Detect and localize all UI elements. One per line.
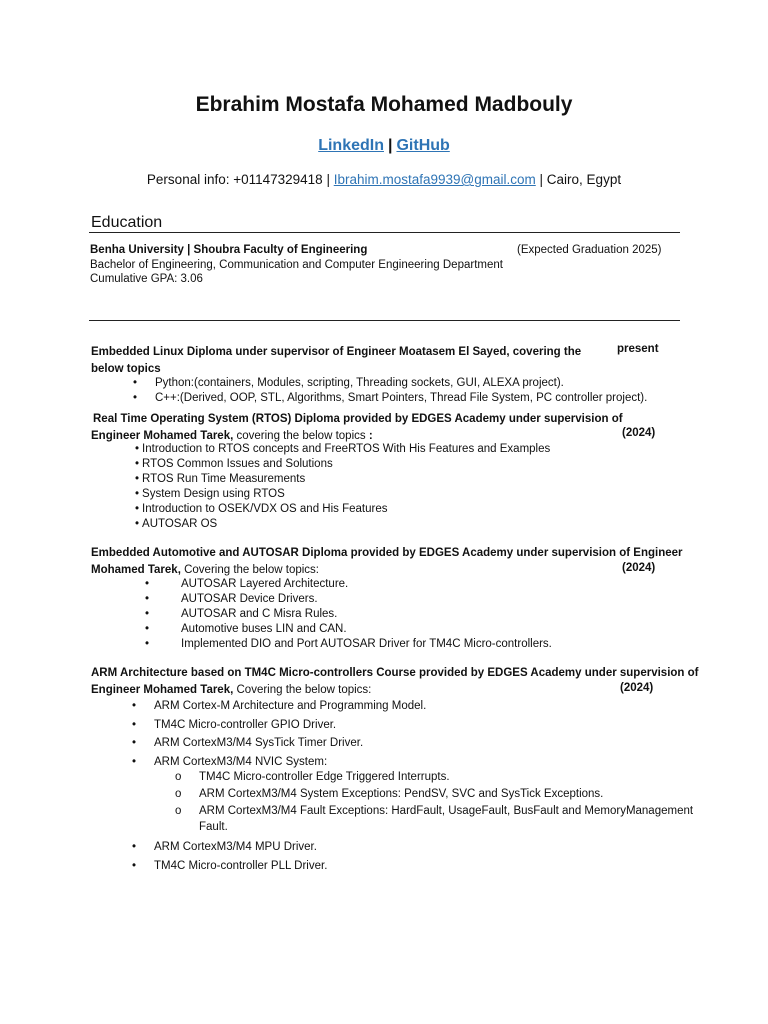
bullet-icon: • — [135, 443, 140, 455]
autosar-instructor: Mohamed Tarek, — [91, 564, 181, 576]
rtos-title — [91, 411, 623, 445]
arm-topics — [132, 697, 427, 771]
bullet-icon: • — [132, 700, 137, 712]
list-item-text: TM4C Micro-controller PLL Driver. — [154, 859, 328, 872]
bullet-icon: • — [132, 841, 137, 853]
arm-title-rest: Covering the below topics: — [233, 684, 372, 696]
degree: Bachelor of Engineering, Communication and Computer Engineering Department — [90, 259, 503, 271]
circle-bullet-icon: o — [175, 788, 182, 800]
list-item-text: TM4C Micro-controller GPIO Driver. — [154, 718, 337, 731]
linux-title — [91, 344, 581, 378]
rtos-title-rest: covering the below topics — [233, 430, 366, 442]
list-item-text: AUTOSAR OS — [142, 518, 218, 530]
list-item — [135, 517, 550, 532]
list-item-text: TM4C Micro-controller Edge Triggered Interrupts. — [199, 771, 450, 783]
list-item-continuation — [199, 820, 693, 835]
rtos-title-line1: Real Time Operating System (RTOS) Diploma provided by EDGES Academy under supervision of — [93, 413, 623, 425]
list-item — [135, 502, 550, 517]
list-item-text: ARM CortexM3/M4 NVIC System: — [154, 755, 328, 768]
bullet-icon: • — [145, 578, 150, 590]
list-item-text: ARM CortexM3/M4 MPU Driver. — [154, 841, 317, 853]
list-item — [145, 577, 552, 592]
list-item — [175, 786, 693, 803]
list-item — [145, 607, 552, 622]
link-separator: | — [387, 137, 393, 154]
linkedin-link[interactable]: LinkedIn — [318, 137, 384, 154]
contact-suffix: | Cairo, Egypt — [539, 172, 622, 187]
autosar-title-line1: Embedded Automotive and AUTOSAR Diploma provided by EDGES Academy under supervision of Engineer — [91, 547, 683, 559]
arm-date: (2024) — [620, 682, 654, 694]
education-heading: Education — [91, 214, 163, 231]
list-item-text: ARM CortexM3/M4 SysTick Timer Driver. — [154, 737, 364, 749]
list-item-text: RTOS Common Issues and Solutions — [142, 458, 333, 470]
rtos-instructor: Engineer Mohamed Tarek, — [91, 430, 234, 442]
list-item-text: C++:(Derived, OOP, STL, Algorithms, Smart Pointers, Thread File System, PC controller project). — [155, 392, 648, 404]
list-item — [132, 716, 426, 735]
list-item — [135, 472, 550, 487]
list-item — [145, 637, 552, 652]
list-item-text: AUTOSAR Layered Architecture. — [181, 578, 349, 590]
bullet-icon: • — [135, 518, 140, 530]
circle-bullet-icon: o — [175, 805, 182, 817]
arm-instructor: Engineer Mohamed Tarek, — [91, 684, 234, 696]
list-item — [135, 442, 550, 457]
list-item-text: Introduction to RTOS concepts and FreeRTOS With His Features and Examples — [142, 443, 551, 455]
linux-date: present — [617, 343, 659, 355]
bullet-icon: • — [135, 473, 140, 485]
linux-title-line1: Embedded Linux Diploma under supervisor of Engineer Moatasem El Sayed, covering the — [91, 346, 582, 358]
list-item-text: ARM CortexM3/M4 Fault Exceptions: HardFault, UsageFault, BusFault and MemoryManagement — [199, 805, 694, 817]
list-item — [133, 391, 648, 406]
rtos-title-colon: : — [365, 430, 373, 442]
section-divider — [89, 320, 680, 321]
bullet-icon: • — [133, 377, 138, 389]
list-item — [175, 803, 694, 820]
gpa: Cumulative GPA: 3.06 — [90, 273, 203, 285]
list-item — [135, 487, 550, 502]
list-item-text: AUTOSAR and C Misra Rules. — [181, 608, 338, 620]
linux-topics — [133, 376, 648, 406]
graduation-date: (Expected Graduation 2025) — [517, 244, 662, 256]
list-item — [132, 697, 427, 716]
list-item-text: Python:(containers, Modules, scripting, Threading sockets, GUI, ALEXA project). — [155, 377, 564, 389]
list-item — [132, 838, 327, 857]
bullet-icon: • — [135, 503, 140, 515]
list-item — [135, 457, 550, 472]
bullet-icon: • — [135, 488, 140, 500]
list-item-text: RTOS Run Time Measurements — [142, 473, 306, 485]
arm-nvic-subtopics — [175, 769, 694, 835]
contact-line — [0, 172, 768, 187]
list-item-text: Fault. — [199, 821, 228, 833]
rtos-topics — [135, 442, 550, 532]
bullet-icon: • — [145, 638, 150, 650]
bullet-icon: • — [135, 458, 140, 470]
arm-topics-continued — [132, 838, 328, 875]
candidate-name: Ebrahim Mostafa Mohamed Madbouly — [195, 93, 573, 116]
email-link[interactable]: Ibrahim.mostafa9939@gmail.com — [333, 172, 536, 187]
arm-title-line1: ARM Architecture based on TM4C Micro-controllers Course provided by EDGES Academy under supervision of — [91, 667, 699, 679]
school-name: Benha University | Shoubra Faculty of Engineering — [90, 244, 368, 256]
autosar-title-rest: Covering the below topics: — [180, 564, 319, 576]
list-item-text: AUTOSAR Device Drivers. — [181, 593, 318, 605]
contact-prefix: Personal info: +01147329418 | — [146, 172, 330, 187]
autosar-title — [91, 545, 683, 579]
bullet-icon: • — [145, 623, 150, 635]
bullet-icon: • — [145, 608, 150, 620]
bullet-icon: • — [132, 755, 137, 768]
list-item-text: Automotive buses LIN and CAN. — [181, 623, 347, 635]
list-item — [133, 376, 647, 391]
autosar-date: (2024) — [622, 562, 656, 574]
circle-bullet-icon: o — [175, 771, 182, 783]
bullet-icon: • — [133, 392, 138, 404]
list-item — [145, 592, 552, 607]
autosar-topics — [145, 577, 552, 652]
list-item — [175, 769, 693, 786]
list-item-text: Introduction to OSEK/VDX OS and His Features — [142, 503, 388, 515]
education-divider — [89, 232, 680, 233]
bullet-icon: • — [132, 718, 137, 731]
bullet-icon: • — [132, 859, 137, 872]
arm-title — [91, 665, 698, 699]
bullet-icon: • — [132, 737, 137, 749]
list-item — [132, 734, 426, 753]
github-link[interactable]: GitHub — [396, 137, 450, 154]
list-item — [145, 622, 552, 637]
list-item-text: System Design using RTOS — [142, 488, 285, 500]
rtos-date: (2024) — [622, 427, 656, 439]
list-item-text: ARM CortexM3/M4 System Exceptions: PendSV, SVC and SysTick Exceptions. — [199, 788, 604, 800]
list-item-text: Implemented DIO and Port AUTOSAR Driver for TM4C Micro-controllers. — [181, 638, 552, 650]
profile-links — [0, 137, 768, 155]
linux-title-line2: below topics — [91, 363, 161, 375]
list-item — [132, 857, 328, 876]
bullet-icon: • — [145, 593, 150, 605]
list-item-text: ARM Cortex-M Architecture and Programming Model. — [154, 700, 427, 712]
